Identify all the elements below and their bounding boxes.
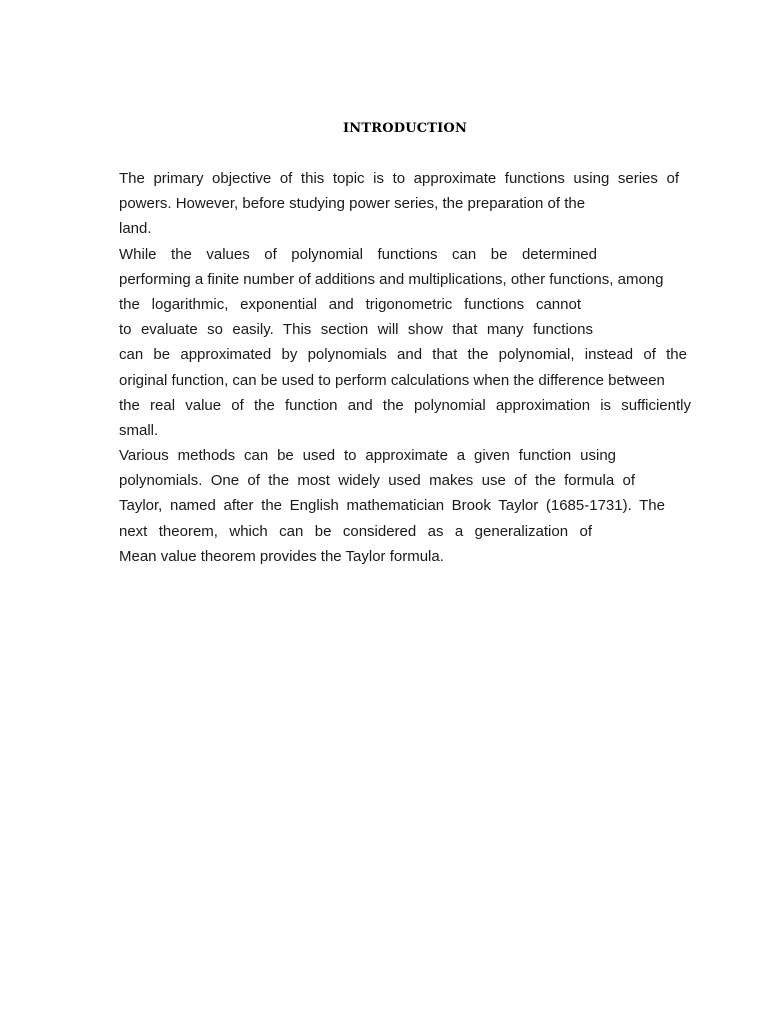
text-line: powers. However, before studying power series, the preparation of the [119,195,586,213]
text-line: the logarithmic, exponential and trigonometric functions cannot [119,295,581,313]
text-line: The primary objective of this topic is to approximate functions using series of [119,170,679,187]
text-line: While the values of polynomial functions can be determined [119,245,597,263]
body-text [119,166,691,569]
text-line: original function, can be used to perform calculations when the difference between [119,371,665,389]
text-line: Taylor, named after the English mathematician Brook Taylor (1685-1731). The [119,497,665,515]
text-line: can be approximated by polynomials and that the polynomial, instead of the [119,346,687,364]
text-line: the real value of the function and the polynomial approximation is sufficiently [119,396,691,414]
text-line: Mean value theorem provides the Taylor formula. [119,547,444,565]
text-line: next theorem, which can be considered as a generalization of [119,522,592,540]
page-title: INTRODUCTION [342,121,468,136]
text-line: small. [119,421,159,439]
text-line: Various methods can be used to approximate a given function using [119,447,616,465]
text-line: to evaluate so easily. This section will show that many functions [119,321,593,339]
text-line: polynomials. One of the most widely used makes use of the formula of [119,472,635,490]
text-line: performing a finite number of additions and multiplications, other functions, among [119,270,664,288]
text-line: land. [119,220,152,238]
